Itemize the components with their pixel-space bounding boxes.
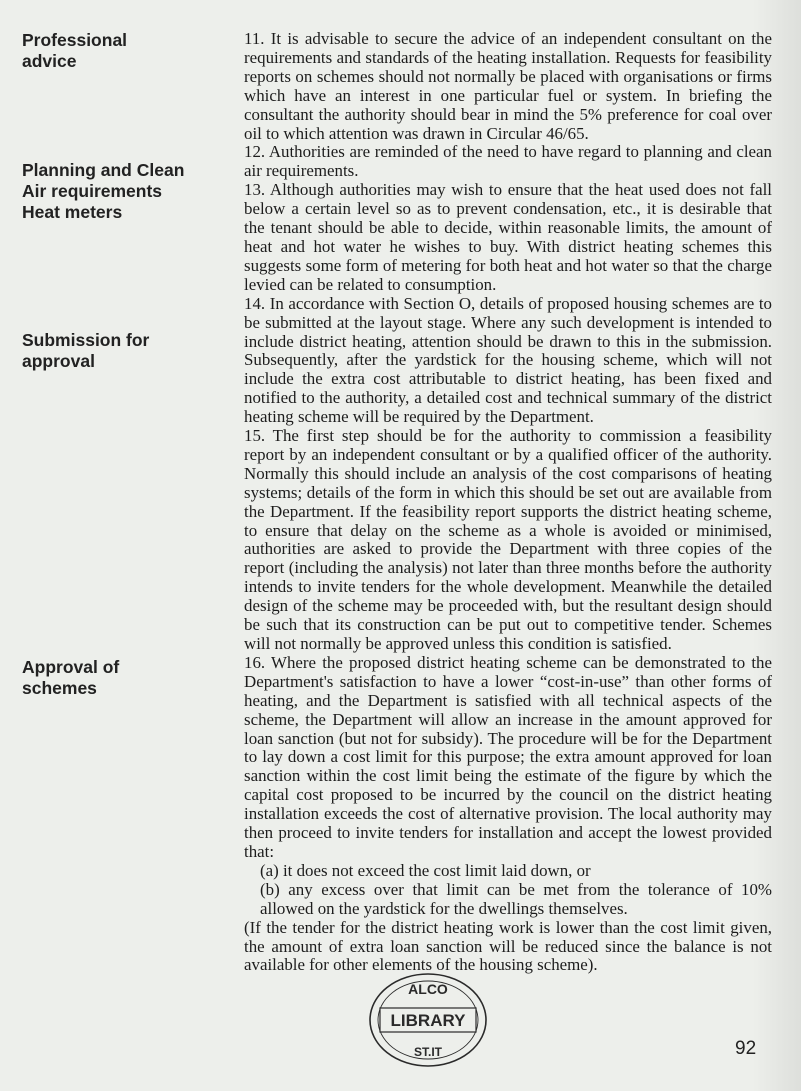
svg-text:ALCO: ALCO <box>408 981 448 997</box>
paragraph-12: 12. Authorities are reminded of the need to have regard to planning and clean air requirements. <box>244 142 772 181</box>
heading-professional-advice: Professional advice <box>22 30 128 71</box>
body-text <box>244 30 772 975</box>
svg-text:ST.IT: ST.IT <box>413 1045 443 1059</box>
heading-planning-clean-air: Planning and Clean Air requirements Heat meters <box>22 160 185 222</box>
paragraph-16-note: (If the tender for the district heating work is lower than the cost limit given, the amount of extra loan sanction will be reduced since the balance is not available for other elements of the housing scheme). <box>244 917 772 975</box>
paragraph-15: 15. The first step should be for the authority to commission a feasibility report by an independent consultant or by a qualified officer of the authority. Normally this should include an analysis of the cost comparisons of heating systems; details of the form in which this should be set out are available from the Department. If the feasibility report supports the district heating scheme, to ensure that delay on the scheme as a whole is avoided or minimised, authorities are asked to provide the Department with three copies of the report (including the analysis) not later than three months before the authority intends to invite tenders for the whole development. Meanwhile the detailed design of the scheme may be proceeded with, but the resultant design should be such that its construction can be put out to competitive tender. Schemes will not normally be approved unless this condition is satisfied. <box>244 426 772 653</box>
paragraph-16-a: (a) it does not exceed the cost limit laid down, or <box>260 860 591 880</box>
paragraph-14: 14. In accordance with Section O, details of proposed housing schemes are to be submitted at the layout stage. Where any such development is intended to include district heating, attention should be drawn to this in the submission. Subsequently, after the yardstick for the housing scheme, which will not include the extra cost attributable to district heating, has been fixed and notified to the authority, a detailed cost and technical summary of the district heating scheme will be required by the Department. <box>244 293 772 427</box>
svg-text:LIBRARY: LIBRARY <box>390 1011 466 1030</box>
page-number: 92 <box>735 1038 757 1059</box>
library-stamp <box>354 968 502 1072</box>
paragraph-16: 16. Where the proposed district heating scheme can be demonstrated to the Department's satisfaction to have a lower “cost-in-use” than other forms of heating, and the Department is satisfied with all technical aspects of the scheme, the Department will allow an increase in the amount approved for loan sanction (but not for subsidy). The procedure will be for the Department to lay down a cost limit for this purpose; the extra amount approved for loan sanction within the cost limit being the estimate of the figure by which the capital cost proposed to be incurred by the council on the district heating installation exceeds the cost of alternative provision. The local authority may then proceed to invite tenders for installation and accept the lowest provided that: <box>244 652 772 861</box>
paragraph-16-b: (b) any excess over that limit can be met from the tolerance of 10% allowed on the yardstick for the dwellings themselves. <box>260 879 772 918</box>
heading-approval-schemes: Approval of schemes <box>22 657 120 698</box>
paragraph-11: 11. It is advisable to secure the advice of an independent consultant on the requirements and standards of the heating installation. Requests for feasibility reports on schemes should not normally be placed with organisations or firms which have an interest in one particular fuel or system. In briefing the consultant the authority should bear in mind the 5% preference for coal over oil to which attention was drawn in Circular 46/65. <box>244 29 772 143</box>
paragraph-13: 13. Although authorities may wish to ensure that the heat used does not fall below a certain level so as to prevent condensation, etc., it is desirable that the tenant should be able to decide, within reasonable limits, the amount of heat and hot water he wishes to buy. With district heating schemes this suggests some form of metering for both heat and hot water so that the charge levied can be related to consumption. <box>244 180 772 294</box>
heading-submission-approval: Submission for approval <box>22 330 150 371</box>
